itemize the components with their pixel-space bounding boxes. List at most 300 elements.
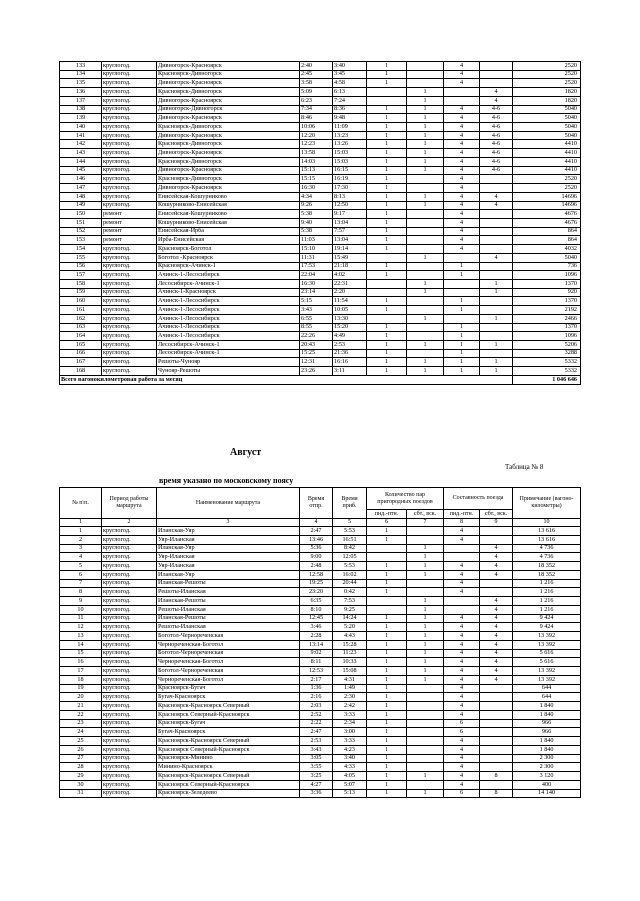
row-number-cell: 139 (60, 114, 102, 123)
composition-weekday-cell (444, 544, 480, 553)
composition-weekend-cell (480, 297, 513, 306)
period-cell: ремонт (102, 236, 157, 245)
table-row (60, 166, 581, 175)
period-cell: круглогод. (102, 588, 157, 597)
route-name-cell: Красноярск-Дивногорск (157, 123, 300, 132)
pairs-weekday-cell: 1 (367, 166, 407, 175)
table-row (60, 114, 581, 123)
composition-weekday-cell: 6 (444, 728, 480, 737)
pairs-weekend-cell (407, 737, 444, 746)
departure-time-cell: 9:00 (300, 553, 333, 562)
composition-weekend-cell (480, 728, 513, 737)
pairs-weekend-cell: 1 (407, 789, 444, 798)
composition-weekday-cell: 4 (444, 114, 480, 123)
composition-weekend-cell (480, 702, 513, 711)
pairs-weekday-cell: 1 (367, 640, 407, 649)
table-row (60, 227, 581, 236)
route-name-cell: Красноярск Северный-Красноярск (157, 710, 300, 719)
period-cell: круглогод. (102, 649, 157, 658)
pairs-weekend-cell (407, 323, 444, 332)
pairs-weekend-cell (407, 693, 444, 702)
route-name-cell: Красноярск-Бугач (157, 719, 300, 728)
pairs-weekday-cell: 1 (367, 562, 407, 571)
composition-weekend-cell (480, 70, 513, 79)
composition-weekday-cell: 4 (444, 658, 480, 667)
composition-weekday-cell: 4 (444, 649, 480, 658)
composition-weekend-cell (480, 763, 513, 772)
row-number-cell: 144 (60, 157, 102, 166)
departure-time-cell: 19:25 (300, 579, 333, 588)
pairs-weekday-cell: 1 (367, 192, 407, 201)
table-row (60, 262, 581, 271)
column-number: 4 (300, 519, 333, 527)
wagon-km-cell: 1370 (513, 323, 581, 332)
table-row (60, 201, 581, 210)
pairs-weekend-cell: 1 (407, 632, 444, 641)
arrival-time-cell: 21:36 (333, 349, 367, 358)
table-row (60, 218, 581, 227)
composition-weekday-cell: 1 (444, 297, 480, 306)
pairs-weekend-cell: 1 (407, 279, 444, 288)
wagon-km-cell: 1 840 (513, 737, 581, 746)
pairs-weekend-cell: 1 (407, 288, 444, 297)
route-name-cell: Иланская-Уяр (157, 570, 300, 579)
header-num: № п\п. (60, 488, 102, 519)
arrival-time-cell: 13:23 (333, 131, 367, 140)
arrival-time-cell: 14:24 (333, 614, 367, 623)
composition-weekend-cell (480, 62, 513, 71)
pairs-weekend-cell (407, 297, 444, 306)
departure-time-cell: 1:36 (300, 684, 333, 693)
pairs-weekday-cell: 1 (367, 763, 407, 772)
pairs-weekend-cell (407, 306, 444, 315)
period-cell: круглогод. (102, 192, 157, 201)
composition-weekend-cell: 4 (480, 201, 513, 210)
departure-time-cell: 16:30 (300, 279, 333, 288)
composition-weekend-cell: 8 (480, 772, 513, 781)
composition-weekday-cell: 4 (444, 140, 480, 149)
table-row (60, 314, 581, 323)
arrival-time-cell: 22:31 (333, 279, 367, 288)
wagon-km-cell: 13 392 (513, 640, 581, 649)
arrival-time-cell: 3:33 (333, 737, 367, 746)
pairs-weekday-cell (367, 544, 407, 553)
period-cell: круглогод. (102, 341, 157, 350)
row-number-cell: 18 (60, 675, 102, 684)
arrival-time-cell: 4:58 (333, 79, 367, 88)
row-number-cell: 26 (60, 745, 102, 754)
table-row (60, 588, 581, 597)
table-row (60, 570, 581, 579)
row-number-cell: 140 (60, 123, 102, 132)
period-cell: круглогод. (102, 544, 157, 553)
pairs-weekday-cell (367, 314, 407, 323)
pairs-weekend-cell: 1 (407, 105, 444, 114)
pairs-weekend-cell: 1 (407, 614, 444, 623)
pairs-weekday-cell: 1 (367, 367, 407, 376)
departure-time-cell: 3:55 (300, 763, 333, 772)
composition-weekday-cell: 4 (444, 527, 480, 536)
wagon-km-cell: 1820 (513, 88, 581, 97)
composition-weekday-cell: 4 (444, 579, 480, 588)
departure-time-cell: 9:02 (300, 649, 333, 658)
table-row (60, 341, 581, 350)
period-cell: круглогод. (102, 702, 157, 711)
route-name-cell: Красноярск-Дивногорск (157, 157, 300, 166)
pairs-weekend-cell: 1 (407, 597, 444, 606)
pairs-weekday-cell: 1 (367, 79, 407, 88)
period-cell: круглогод. (102, 184, 157, 193)
departure-time-cell: 15:15 (300, 175, 333, 184)
route-name-cell: Ачинск-1-Красноярск (157, 288, 300, 297)
wagon-km-cell: 5332 (513, 367, 581, 376)
composition-weekday-cell: 4 (444, 702, 480, 711)
period-cell: круглогод. (102, 245, 157, 254)
period-cell: круглогод. (102, 553, 157, 562)
composition-weekend-cell: 4 (480, 649, 513, 658)
composition-weekend-cell: 4 (480, 614, 513, 623)
arrival-time-cell: 8:42 (333, 544, 367, 553)
pairs-weekday-cell: 1 (367, 728, 407, 737)
pairs-weekend-cell (407, 227, 444, 236)
period-cell: круглогод. (102, 658, 157, 667)
pairs-weekday-cell: 1 (367, 535, 407, 544)
composition-weekday-cell: 4 (444, 166, 480, 175)
composition-weekday-cell: 4 (444, 737, 480, 746)
period-cell: круглогод. (102, 314, 157, 323)
composition-weekend-cell (480, 737, 513, 746)
pairs-weekend-cell: 1 (407, 623, 444, 632)
departure-time-cell: 15:25 (300, 349, 333, 358)
route-name-cell: Лесосибирск-Ачинск-1 (157, 341, 300, 350)
period-cell: круглогод. (102, 288, 157, 297)
wagon-km-cell: 1 216 (513, 597, 581, 606)
pairs-weekend-cell (407, 588, 444, 597)
departure-time-cell: 3:36 (300, 789, 333, 798)
arrival-time-cell: 10:33 (333, 658, 367, 667)
route-name-cell: Дивногорск-Дивногорск (157, 105, 300, 114)
table-row (60, 728, 581, 737)
composition-weekend-cell (480, 306, 513, 315)
arrival-time-cell: 7:24 (333, 96, 367, 105)
route-name-cell: Решоты-Иланская (157, 605, 300, 614)
pairs-weekday-cell: 1 (367, 175, 407, 184)
pairs-weekday-cell: 1 (367, 332, 407, 341)
arrival-time-cell: 3:45 (333, 70, 367, 79)
period-cell: круглогод. (102, 70, 157, 79)
composition-weekend-cell: 4-6 (480, 140, 513, 149)
departure-time-cell: 4:27 (300, 780, 333, 789)
arrival-time-cell: 8:13 (333, 192, 367, 201)
arrival-time-cell: 11:23 (333, 649, 367, 658)
wagon-km-cell: 736 (513, 262, 581, 271)
row-number-cell: 2 (60, 535, 102, 544)
pairs-weekday-cell: 1 (367, 737, 407, 746)
row-number-cell: 134 (60, 70, 102, 79)
wagon-km-cell: 966 (513, 728, 581, 737)
period-cell: круглогод. (102, 114, 157, 123)
pairs-weekend-cell: 1 (407, 157, 444, 166)
wagon-km-cell: 1 216 (513, 579, 581, 588)
composition-weekend-cell: 4 (480, 623, 513, 632)
departure-time-cell: 3:43 (300, 745, 333, 754)
route-name-cell: Ачинск-1-Лесосибирск (157, 297, 300, 306)
arrival-time-cell: 16:19 (333, 175, 367, 184)
row-number-cell: 29 (60, 772, 102, 781)
departure-time-cell: 5:09 (300, 88, 333, 97)
row-number-cell: 146 (60, 175, 102, 184)
row-number-cell: 135 (60, 79, 102, 88)
composition-weekday-cell: 1 (444, 349, 480, 358)
route-name-cell: Уяр-Иланская (157, 535, 300, 544)
route-name-cell: Иланская-Уяр (157, 544, 300, 553)
departure-time-cell: 2:16 (300, 693, 333, 702)
departure-time-cell: 12:23 (300, 140, 333, 149)
pairs-weekday-cell: 1 (367, 306, 407, 315)
table-row (60, 236, 581, 245)
row-number-cell: 145 (60, 166, 102, 175)
table-row (60, 754, 581, 763)
arrival-time-cell: 3:00 (333, 728, 367, 737)
pairs-weekend-cell (407, 745, 444, 754)
departure-time-cell: 2:48 (300, 562, 333, 571)
pairs-weekday-cell (367, 605, 407, 614)
arrival-time-cell: 3:40 (333, 62, 367, 71)
composition-weekday-cell: 4 (444, 623, 480, 632)
wagon-km-cell: 5040 (513, 105, 581, 114)
departure-time-cell: 7:34 (300, 105, 333, 114)
pairs-weekday-cell: 1 (367, 789, 407, 798)
route-name-cell: Боготол-Чернореченская (157, 649, 300, 658)
composition-weekday-cell: 4 (444, 236, 480, 245)
route-name-cell: Чернореченская-Боготол (157, 675, 300, 684)
departure-time-cell: 5:38 (300, 227, 333, 236)
composition-weekend-cell (480, 579, 513, 588)
composition-weekday-cell: 6 (444, 789, 480, 798)
composition-weekend-cell (480, 745, 513, 754)
period-cell: круглогод. (102, 253, 157, 262)
row-number-cell: 149 (60, 201, 102, 210)
arrival-time-cell: 3:40 (333, 754, 367, 763)
table-row (60, 149, 581, 158)
table-row (60, 702, 581, 711)
departure-time-cell: 12:58 (300, 570, 333, 579)
pairs-weekday-cell: 1 (367, 658, 407, 667)
composition-weekend-cell (480, 175, 513, 184)
pairs-weekday-cell: 1 (367, 693, 407, 702)
row-number-cell: 7 (60, 579, 102, 588)
departure-time-cell: 15:13 (300, 166, 333, 175)
row-number-cell: 17 (60, 667, 102, 676)
route-name-cell: Красноярск-Красноярск Северный (157, 772, 300, 781)
pairs-weekday-cell: 1 (367, 614, 407, 623)
arrival-time-cell: 3:33 (333, 710, 367, 719)
row-number-cell: 150 (60, 210, 102, 219)
period-cell: круглогод. (102, 123, 157, 132)
arrival-time-cell: 9:17 (333, 210, 367, 219)
composition-weekday-cell: 4 (444, 192, 480, 201)
pairs-weekday-cell: 1 (367, 341, 407, 350)
departure-time-cell: 17:53 (300, 262, 333, 271)
wagon-km-cell: 13 392 (513, 667, 581, 676)
arrival-time-cell: 20:44 (333, 579, 367, 588)
wagon-km-cell: 1820 (513, 96, 581, 105)
pairs-weekend-cell: 1 (407, 88, 444, 97)
table-row (60, 710, 581, 719)
period-cell: ремонт (102, 227, 157, 236)
wagon-km-cell: 4 736 (513, 553, 581, 562)
wagon-km-cell: 13 616 (513, 527, 581, 536)
composition-weekday-cell: 4 (444, 745, 480, 754)
pairs-weekday-cell (367, 88, 407, 97)
wagon-km-cell: 3 120 (513, 772, 581, 781)
arrival-time-cell: 1:49 (333, 684, 367, 693)
composition-weekend-cell (480, 210, 513, 219)
wagon-km-cell: 18 352 (513, 562, 581, 571)
route-name-cell: Красноярск-Минино (157, 754, 300, 763)
wagon-km-cell: 5040 (513, 114, 581, 123)
composition-weekday-cell: 6 (444, 719, 480, 728)
wagon-km-cell: 14696 (513, 201, 581, 210)
composition-weekend-cell: 4 (480, 675, 513, 684)
wagon-km-cell: 4676 (513, 210, 581, 219)
row-number-cell: 21 (60, 702, 102, 711)
row-number-cell: 24 (60, 728, 102, 737)
route-name-cell: Енисейская-Кошурниково (157, 192, 300, 201)
route-name-cell: Дивногорск-Красноярск (157, 79, 300, 88)
wagon-km-cell: 3288 (513, 349, 581, 358)
pairs-weekend-cell (407, 245, 444, 254)
period-cell: круглогод. (102, 579, 157, 588)
composition-weekday-cell: 1 (444, 332, 480, 341)
composition-weekend-cell: 4-6 (480, 149, 513, 158)
period-cell: круглогод. (102, 149, 157, 158)
route-name-cell: Уяр-Иланская (157, 553, 300, 562)
route-name-cell: Дивногорск-Красноярск (157, 96, 300, 105)
pairs-weekend-cell (407, 332, 444, 341)
departure-time-cell: 2:28 (300, 632, 333, 641)
composition-weekend-cell: 1 (480, 358, 513, 367)
composition-weekday-cell: 4 (444, 175, 480, 184)
departure-time-cell: 11:03 (300, 236, 333, 245)
pairs-weekday-cell (367, 597, 407, 606)
table-row (60, 693, 581, 702)
composition-weekend-cell (480, 332, 513, 341)
column-number: 2 (102, 519, 157, 527)
arrival-time-cell: 5:13 (333, 789, 367, 798)
pairs-weekend-cell: 1 (407, 192, 444, 201)
wagon-km-cell: 2192 (513, 306, 581, 315)
wagon-km-cell: 4 736 (513, 544, 581, 553)
composition-weekday-cell: 4 (444, 614, 480, 623)
departure-time-cell: 23:20 (300, 588, 333, 597)
table-row (60, 192, 581, 201)
pairs-weekend-cell (407, 236, 444, 245)
composition-weekday-cell (444, 253, 480, 262)
pairs-weekday-cell: 1 (367, 649, 407, 658)
row-number-cell: 152 (60, 227, 102, 236)
departure-time-cell: 22:26 (300, 332, 333, 341)
arrival-time-cell: 4:23 (333, 745, 367, 754)
composition-weekday-cell (444, 88, 480, 97)
route-name-cell: Красноярск-Ачинск-1 (157, 262, 300, 271)
departure-time-cell: 5:38 (300, 210, 333, 219)
header-departure: Время отпр. (300, 488, 333, 519)
period-cell: круглогод. (102, 675, 157, 684)
route-name-cell: Красноярск Северный-Красноярск (157, 780, 300, 789)
arrival-time-cell: 21:18 (333, 262, 367, 271)
composition-weekend-cell (480, 245, 513, 254)
wagon-km-cell: 4676 (513, 218, 581, 227)
wagon-km-cell: 2520 (513, 175, 581, 184)
route-name-cell: Чернореченская-Боготол (157, 658, 300, 667)
wagon-km-cell: 2 300 (513, 763, 581, 772)
arrival-time-cell: 16:16 (333, 358, 367, 367)
arrival-time-cell: 5:53 (333, 562, 367, 571)
route-name-cell: Дивногорск-Красноярск (157, 131, 300, 140)
composition-weekend-cell (480, 218, 513, 227)
table-row (60, 640, 581, 649)
table-number: Таблица № 8 (505, 463, 544, 471)
row-number-cell: 156 (60, 262, 102, 271)
route-name-cell: Ачинск-1-Лесосибирск (157, 332, 300, 341)
departure-time-cell: 6:35 (300, 597, 333, 606)
departure-time-cell: 22:04 (300, 271, 333, 280)
table-row (60, 745, 581, 754)
arrival-time-cell: 4:33 (333, 763, 367, 772)
period-cell: круглогод. (102, 96, 157, 105)
composition-weekend-cell: 4 (480, 192, 513, 201)
period-cell: круглогод. (102, 640, 157, 649)
departure-time-cell: 2:45 (300, 70, 333, 79)
period-cell: круглогод. (102, 737, 157, 746)
table-row (60, 675, 581, 684)
row-number-cell: 137 (60, 96, 102, 105)
wagon-km-cell: 1 216 (513, 605, 581, 614)
subheader-weekday: пнд.-птн. (444, 510, 480, 519)
composition-weekday-cell: 4 (444, 227, 480, 236)
pairs-weekend-cell: 1 (407, 570, 444, 579)
period-cell: круглогод. (102, 271, 157, 280)
pairs-weekday-cell: 1 (367, 210, 407, 219)
composition-weekday-cell (444, 314, 480, 323)
period-cell: круглогод. (102, 789, 157, 798)
departure-time-cell: 8:46 (300, 114, 333, 123)
row-number-cell: 138 (60, 105, 102, 114)
departure-time-cell: 3:25 (300, 772, 333, 781)
composition-weekday-cell: 1 (444, 358, 480, 367)
departure-time-cell: 6:55 (300, 314, 333, 323)
wagon-km-cell: 1370 (513, 297, 581, 306)
pairs-weekend-cell (407, 763, 444, 772)
arrival-time-cell: 2:34 (333, 719, 367, 728)
route-name-cell: Красноярск-Дивногорск (157, 70, 300, 79)
period-cell: круглогод. (102, 597, 157, 606)
period-cell: круглогод. (102, 349, 157, 358)
departure-time-cell: 3:43 (300, 306, 333, 315)
composition-weekday-cell: 4 (444, 763, 480, 772)
pairs-weekday-cell: 1 (367, 719, 407, 728)
row-number-cell: 159 (60, 288, 102, 297)
route-name-cell: Дивногорск-Красноярск (157, 149, 300, 158)
departure-time-cell: 8:55 (300, 323, 333, 332)
table-row (60, 210, 581, 219)
wagon-km-cell: 1096 (513, 271, 581, 280)
composition-weekend-cell: 4 (480, 632, 513, 641)
departure-time-cell: 5:36 (300, 544, 333, 553)
route-name-cell: Ачинск-1-Лесосибирск (157, 271, 300, 280)
table-row (60, 306, 581, 315)
